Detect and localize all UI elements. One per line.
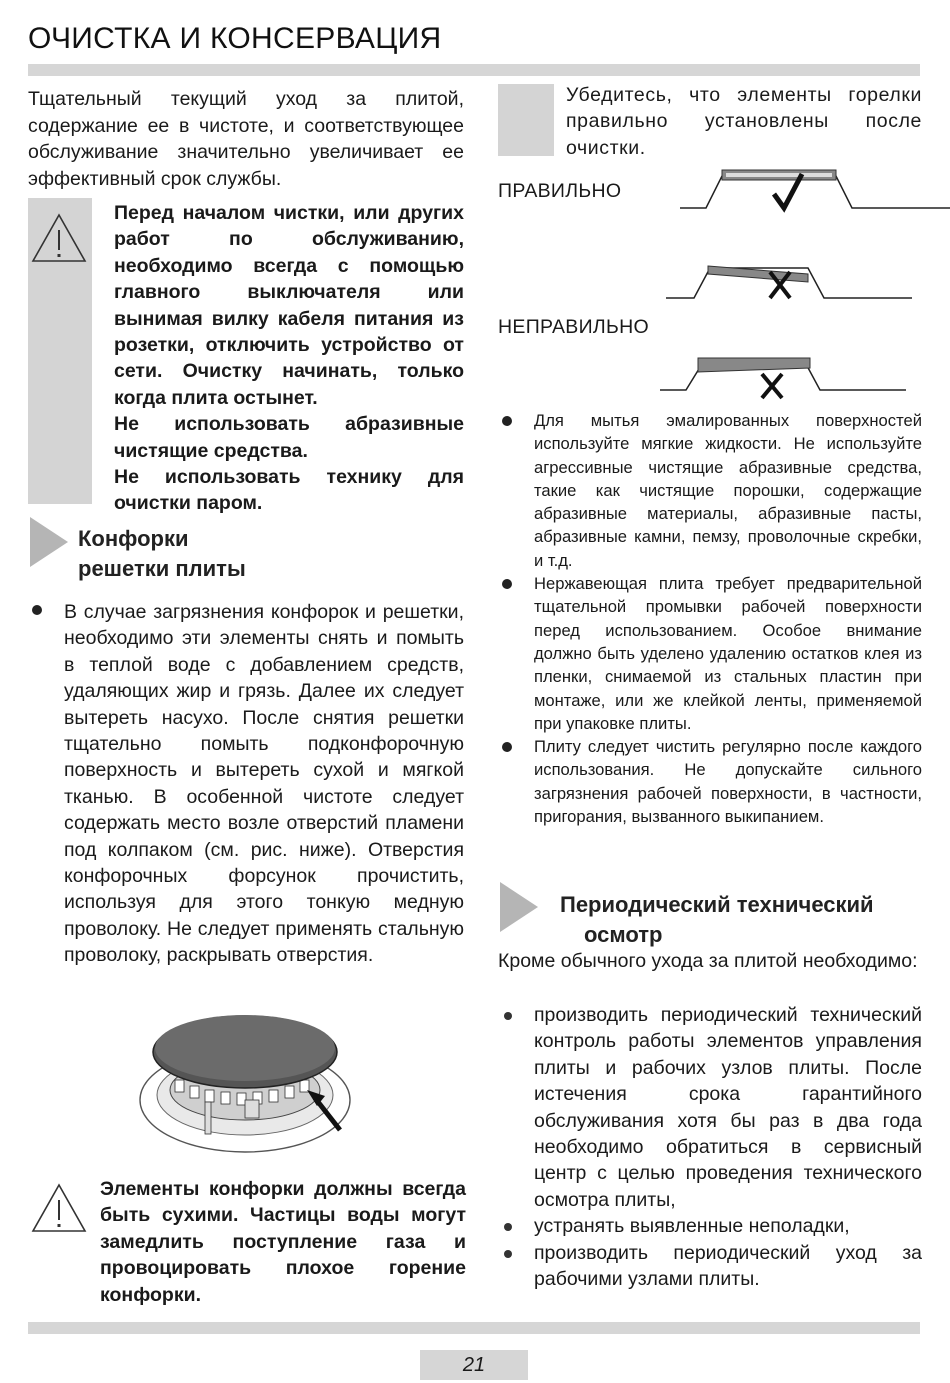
- note-text: Убедитесь, что элементы горелки правильно установлены после очистки.: [566, 84, 922, 159]
- maintenance-intro: Кроме обычного ухода за плитой необходимо:: [498, 950, 918, 972]
- list-item: Для мытья эмалированных поверхностей используйте мягкие жидкости. Не используйте агрессивные чистящие абразивные средства, такие как чистящие порошки, содержащие абразивные материалы, абразивные пасты, абразивные камни, пемзу, проволочные скребки, и т.д.: [498, 409, 922, 572]
- label-correct: ПРАВИЛЬНО: [498, 180, 622, 202]
- note-sidebar: [498, 84, 554, 156]
- bullet-icon: [504, 1012, 512, 1020]
- burner-cleaning-text: В случае загрязнения конфорок и решетки, необходимо эти элементы снять и помыть в теплой воде с добавлением средств, удаляющих жир и грязь. Далее их следует вытереть насухо. После снятия решетки тщательно помыть подконфорочную поверхность и вытереть сухой и мягкой тканью. В особенной чистоте следует содержать место возле отверстий пламени под колпаком (см. рис. ниже). Отверстия конфорочных форсунок прочистить, используя для этого тонкую медную проволоку. Не следует применять стальную проволоку, раскрывать отверстия.: [64, 601, 464, 967]
- warning-dry-text: Элементы конфорки должны всегда быть сухими. Частицы воды могут замедлить поступление газа и провоцировать плохое горение конфорки.: [100, 1178, 466, 1306]
- list-item: Плиту следует чистить регулярно после каждого использования. Не допускайте сильного загрязнения рабочей поверхности, в частности, пригорания, вызванного выкипанием.: [498, 735, 922, 828]
- bullet-icon: [502, 416, 512, 426]
- warning-line: Перед началом чистки, или других работ по обслуживанию, необходимо всегда с помощью главного выключателя или вынимая вилку кабеля питания из розетки, отключить устройство от сети. Очистку начинать, только когда плита остынет.: [114, 202, 464, 409]
- section-title-burners: Конфорки: [78, 526, 189, 551]
- list-item: производить периодический уход за рабочими узлами плиты.: [498, 1240, 922, 1293]
- list-item: производить периодический технический контроль работы элементов управления плиты и рабочих узлов плиты. После истечения срока гарантийного обслуживания хотя бы раз в два года необходимо обратиться в сервисный центр с целью проведения технического осмотра плиты,: [498, 1002, 922, 1213]
- warning-line: Не использовать абразивные чистящие средства.: [114, 413, 464, 462]
- burner-illustration: [135, 1010, 355, 1160]
- section-title-maintenance: Периодический технический: [560, 892, 874, 917]
- warning-triangle-icon: [30, 1182, 88, 1234]
- page-number: 21: [420, 1350, 528, 1380]
- top-divider: [28, 64, 920, 76]
- care-bullet-list: [498, 409, 922, 828]
- bullet-icon: [504, 1250, 512, 1258]
- bottom-divider: [28, 1322, 920, 1334]
- list-item: Нержавеющая плита требует предварительной тщательной промывки рабочей поверхности перед использованием. Особое внимание должно быть уделено удалению остатков клея из пленки, снимаемой из стальных пластин при монтаже, или же клейкой ленты, применяемой при упаковке плиты.: [498, 572, 922, 735]
- section-arrow-icon: [30, 517, 68, 567]
- list-item: устранять выявленные неполадки,: [498, 1213, 922, 1239]
- bullet-icon: [502, 742, 512, 752]
- section-title-maintenance-line2: осмотр: [584, 922, 663, 947]
- burner-correct-diagram: [678, 164, 950, 224]
- intro-paragraph: Тщательный текущий уход за плитой, содержание ее в чистоте, и соответствующее обслуживание значительно увеличивает ее эффективный срок службы.: [28, 88, 464, 190]
- bullet-icon: [504, 1223, 512, 1231]
- burner-wrong-diagram-2: [658, 352, 908, 402]
- maintenance-list: [498, 1002, 922, 1292]
- burner-wrong-diagram-1: [664, 258, 914, 308]
- section-title-burners-line2: решетки плиты: [78, 556, 246, 581]
- page-title: ОЧИСТКА И КОНСЕРВАЦИЯ: [28, 22, 442, 55]
- warning-triangle-icon: [30, 212, 88, 264]
- bullet-icon: [32, 605, 42, 615]
- bullet-icon: [502, 579, 512, 589]
- section-arrow-icon: [500, 882, 538, 932]
- warning-line: Не использовать технику для очистки паром.: [114, 466, 464, 515]
- warning-text-block: [114, 200, 464, 517]
- label-wrong: НЕПРАВИЛЬНО: [498, 316, 649, 338]
